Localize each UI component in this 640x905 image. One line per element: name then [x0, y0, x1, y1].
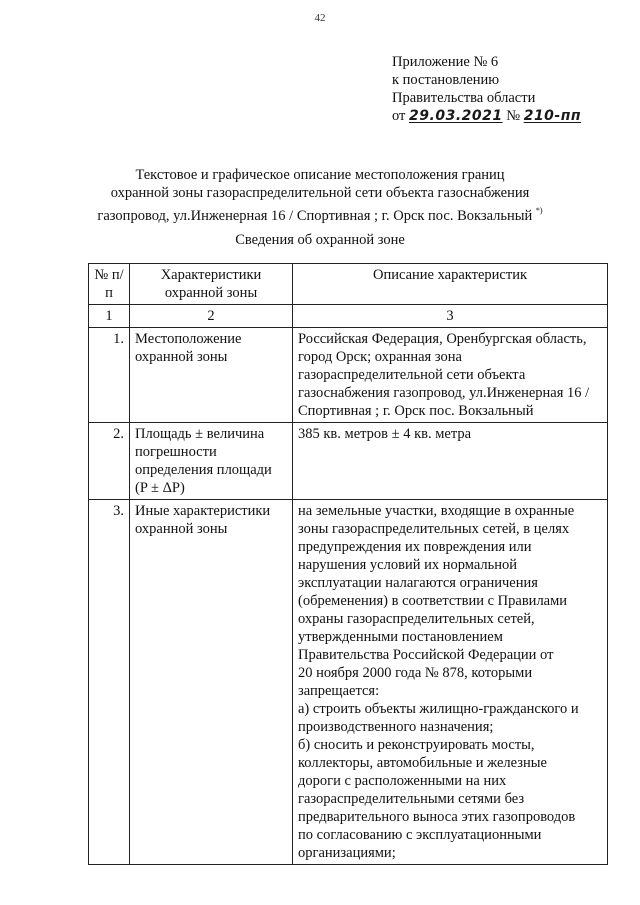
table-index-row [89, 305, 608, 328]
index-cell-2: 2 [130, 305, 293, 328]
description-line: (обременения) в соответствии с Правилами [298, 593, 568, 609]
row-num: 2. [89, 423, 130, 500]
zone-info-table [88, 263, 608, 865]
description-line: б) сносить и реконструировать мосты, [298, 737, 535, 753]
footnote-mark: *) [535, 206, 543, 215]
description-line: на земельные участки, входящие в охранные [298, 503, 575, 519]
appendix-block [392, 53, 622, 125]
appendix-line-3: Правительства области [392, 90, 536, 106]
index-cell-1: 1 [89, 305, 130, 328]
table-row [89, 328, 608, 423]
document-title [0, 166, 640, 225]
table-row [89, 423, 608, 500]
description-line: организациями; [298, 845, 396, 861]
appendix-date-line [392, 107, 622, 125]
description-line: предварительного выноса этих газопроводов [298, 809, 576, 825]
appendix-line-2: к постановлению [392, 72, 500, 88]
description-line: дороги с расположенными на них [298, 773, 507, 789]
header-description: Описание характеристик [293, 264, 608, 305]
section-subtitle: Сведения об охранной зоне [235, 232, 405, 248]
description-line: зоны газораспределительных сетей, в целях [298, 521, 570, 537]
header-num: № п/п [89, 264, 130, 305]
table-row [89, 500, 608, 865]
table-header-row [89, 264, 608, 305]
header-characteristic: Характеристики охранной зоны [130, 264, 293, 305]
title-line-3 [0, 202, 640, 225]
index-cell-3: 3 [293, 305, 608, 328]
row-characteristic: Иные характеристики охранной зоны [130, 500, 293, 865]
row-num: 1. [89, 328, 130, 423]
page-number: 42 [314, 12, 326, 24]
handwritten-number: 210-пп [523, 108, 582, 124]
date-prefix: от [392, 108, 406, 124]
description-line: эксплуатации налагаются ограничения [298, 575, 538, 591]
title-line-1: Текстовое и графическое описание местоположения границ [135, 167, 505, 183]
description-line: производственного назначения; [298, 719, 494, 735]
row-characteristic: Площадь ± величина погрешности определения площади (P ± ΔP) [130, 423, 293, 500]
description-line: коллекторы, автомобильные и железные [298, 755, 547, 771]
description-line: Правительства Российской Федерации от [298, 647, 554, 663]
description-line: газораспределительными сетями без [298, 791, 525, 807]
description-line: по согласованию с эксплуатационными [298, 827, 542, 843]
row-num: 3. [89, 500, 130, 865]
title-line-3-text: газопровод, ул.Инженерная 16 / Спортивная ; г. Орск пос. Вокзальный [97, 208, 533, 224]
handwritten-date: 29.03.2021 [409, 108, 503, 124]
description-line: утвержденными постановлением [298, 629, 503, 645]
description-line: предупреждения их повреждения или [298, 539, 532, 555]
title-line-2: охранной зоны газораспределительной сети объекта газоснабжения [110, 185, 530, 201]
appendix-line-1: Приложение № 6 [392, 54, 499, 70]
description-line: а) строить объекты жилищно-гражданского и [298, 701, 579, 717]
description-line: запрещается: [298, 683, 380, 699]
number-sign: № [506, 108, 521, 124]
description-line: нарушения условий их нормальной [298, 557, 518, 573]
description-line: охраны газораспределительных сетей, [298, 611, 535, 627]
row-characteristic: Местоположение охранной зоны [130, 328, 293, 423]
row-description: 385 кв. метров ± 4 кв. метра [293, 423, 608, 500]
row-description [293, 500, 608, 865]
description-line: 20 ноября 2000 года № 878, которыми [298, 665, 533, 681]
row-description: Российская Федерация, Оренбургская область, город Орск; охранная зона газораспределительной сети объекта газоснабжения газопровод, ул.Инженерная 16 / Спортивная ; г. Орск пос. Вокзальный [293, 328, 608, 423]
